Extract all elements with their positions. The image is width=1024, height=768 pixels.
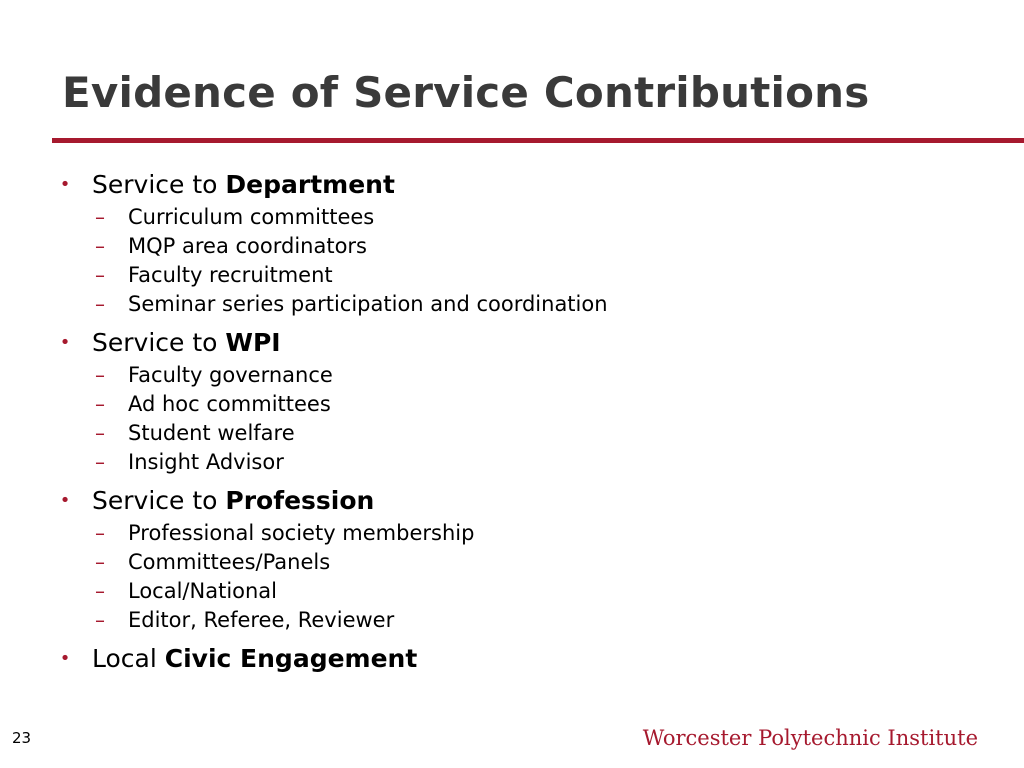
sub-marker: –: [95, 234, 105, 258]
sub-item-text: Editor, Referee, Reviewer: [128, 608, 395, 632]
bullet-group-department: [58, 167, 998, 319]
bullet-item: [58, 641, 998, 677]
sub-item-text: Professional society membership: [128, 521, 475, 545]
bullet-marker: •: [59, 648, 71, 669]
sub-item-text: Faculty governance: [128, 363, 333, 387]
sub-item-text: Committees/Panels: [128, 550, 331, 574]
bullet-marker: •: [59, 490, 71, 511]
sub-item-text: Local/National: [128, 579, 278, 603]
sub-item: [58, 548, 998, 577]
bullet-emphasis: Civic Engagement: [164, 644, 418, 673]
sub-marker: –: [95, 205, 105, 229]
sub-marker: –: [95, 392, 105, 416]
title-divider: [52, 138, 1024, 143]
sub-item: [58, 577, 998, 606]
sub-item: [58, 419, 998, 448]
sub-marker: –: [95, 450, 105, 474]
sub-item: [58, 361, 998, 390]
bullet-prefix: Service to: [92, 486, 226, 515]
sub-item-text: MQP area coordinators: [128, 234, 367, 258]
bullet-item: [58, 167, 998, 203]
sub-item-text: Seminar series participation and coordination: [128, 292, 608, 316]
sub-item-text: Student welfare: [128, 421, 295, 445]
bullet-item: [58, 483, 998, 519]
bullet-marker: •: [59, 332, 71, 353]
bullet-emphasis: Profession: [225, 486, 375, 515]
sub-item-text: Curriculum committees: [128, 205, 375, 229]
sub-marker: –: [95, 363, 105, 387]
bullet-prefix: Local: [92, 644, 165, 673]
sub-item-text: Insight Advisor: [128, 450, 284, 474]
sub-item: [58, 606, 998, 635]
sub-item: [58, 232, 998, 261]
institution-wordmark: Worcester Polytechnic Institute: [642, 726, 978, 750]
sub-item-text: Faculty recruitment: [128, 263, 333, 287]
page-number: 23: [12, 729, 32, 747]
bullet-prefix: Service to: [92, 170, 226, 199]
bullet-item: [58, 325, 998, 361]
sub-item: [58, 290, 998, 319]
sub-marker: –: [95, 421, 105, 445]
bullet-emphasis: WPI: [225, 328, 281, 357]
sub-item-text: Ad hoc committees: [128, 392, 331, 416]
sub-marker: –: [95, 263, 105, 287]
bullet-group-wpi: [58, 325, 998, 477]
sub-marker: –: [95, 608, 105, 632]
bullet-list: [58, 167, 998, 683]
slide-title: Evidence of Service Contributions: [62, 68, 870, 117]
sub-marker: –: [95, 292, 105, 316]
bullet-prefix: Service to: [92, 328, 226, 357]
sub-item: [58, 448, 998, 477]
sub-item: [58, 261, 998, 290]
bullet-emphasis: Department: [225, 170, 395, 199]
sub-item: [58, 390, 998, 419]
sub-marker: –: [95, 550, 105, 574]
bullet-group-profession: [58, 483, 998, 635]
sub-item: [58, 203, 998, 232]
bullet-group-civic: [58, 641, 998, 677]
sub-item: [58, 519, 998, 548]
bullet-marker: •: [59, 174, 71, 195]
sub-marker: –: [95, 521, 105, 545]
sub-marker: –: [95, 579, 105, 603]
